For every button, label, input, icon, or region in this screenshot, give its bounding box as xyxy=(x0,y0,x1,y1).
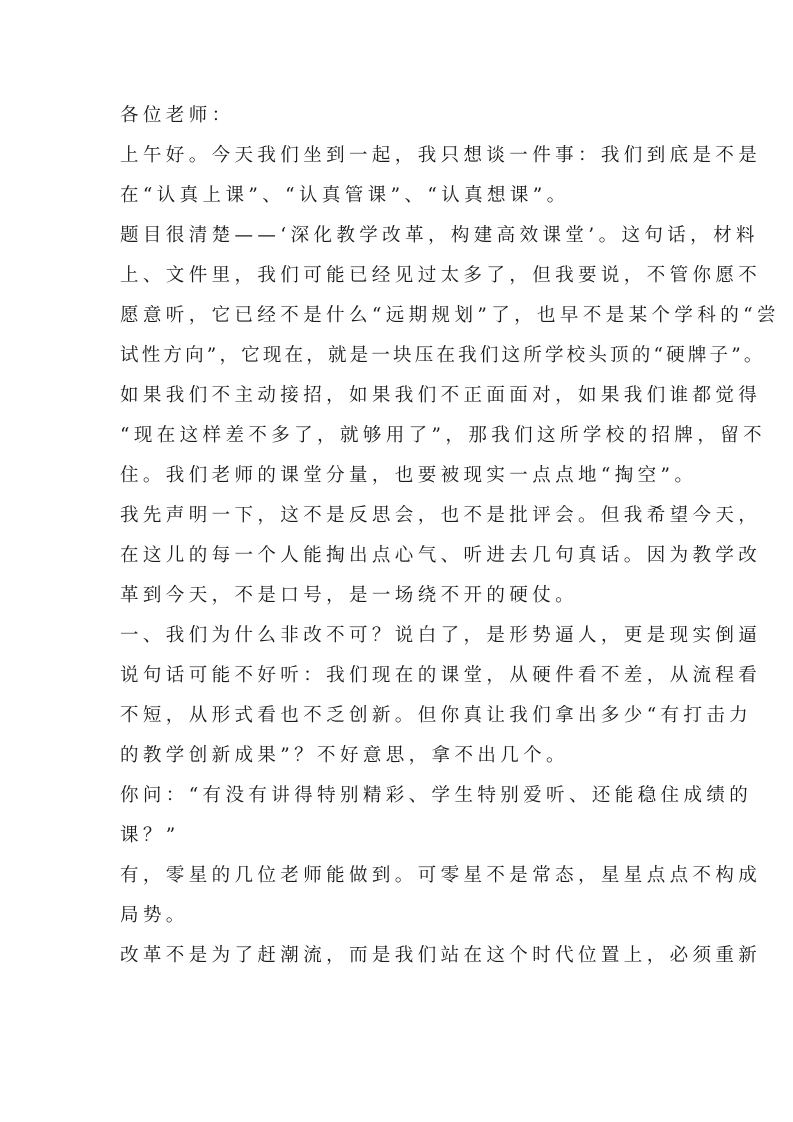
paragraph-greeting xyxy=(120,144,762,224)
text-line: 上、文件里，我们可能已经见过太多了，但我要说，不管你愿不 xyxy=(120,265,762,286)
text-line: 题目很清楚——‘深化教学改革，构建高效课堂’。这句话，材料 xyxy=(120,225,759,246)
paragraph-answer xyxy=(120,864,762,944)
text-line: 一、我们为什么非改不可？说白了，是形势逼人，更是现实倒逼 xyxy=(120,625,762,646)
paragraph-reality xyxy=(120,664,762,784)
paragraph-question xyxy=(120,784,753,864)
text-line: 课？” xyxy=(120,825,180,846)
text-line: 有，零星的几位老师能做到。可零星不是常态，星星点点不构成 xyxy=(120,865,762,886)
text-line: 在这儿的每一个人能掏出点心气、听进去几句真话。因为教学改 xyxy=(120,545,762,566)
text-line: 我先声明一下，这不是反思会，也不是批评会。但我希望今天， xyxy=(120,505,762,526)
text-line: 愿意听，它已经不是什么“远期规划”了，也早不是某个学科的“尝 xyxy=(120,305,780,326)
paragraph-topic xyxy=(120,224,780,504)
text-line: 改革不是为了赶潮流，而是我们站在这个时代位置上，必须重新 xyxy=(120,945,762,966)
text-line: 革到今天，不是口号，是一场绕不开的硬仗。 xyxy=(120,585,579,606)
paragraph-salutation xyxy=(120,104,700,144)
text-line: 如果我们不主动接招，如果我们不正面面对，如果我们谁都觉得 xyxy=(120,385,762,406)
document-body xyxy=(120,104,780,984)
paragraph-reform-purpose xyxy=(120,944,762,984)
text-line: 各位老师： xyxy=(120,105,235,126)
text-line: “现在这样差不多了，就够用了”，那我们这所学校的招牌，留不 xyxy=(120,425,767,446)
text-line: 试性方向”，它现在，就是一块压在我们这所学校头顶的“硬牌子”。 xyxy=(120,345,766,366)
text-line: 不短，从形式看也不乏创新。但你真让我们拿出多少“有打击力 xyxy=(120,705,753,726)
text-line: 在“认真上课”、“认真管课”、“认真想课”。 xyxy=(120,185,570,206)
text-line: 局势。 xyxy=(120,905,189,926)
text-line: 你问：“有没有讲得特别精彩、学生特别爱听、还能稳住成绩的 xyxy=(120,785,753,806)
text-line: 上午好。今天我们坐到一起，我只想谈一件事：我们到底是不是 xyxy=(120,145,762,166)
paragraph-statement xyxy=(120,504,762,624)
text-line: 住。我们老师的课堂分量，也要被现实一点点地“掏空”。 xyxy=(120,465,698,486)
text-line: 说句话可能不好听：我们现在的课堂，从硬件看不差，从流程看 xyxy=(120,665,762,686)
section-heading-one xyxy=(120,624,762,664)
text-line: 的教学创新成果”？不好意思，拿不出几个。 xyxy=(120,745,569,766)
